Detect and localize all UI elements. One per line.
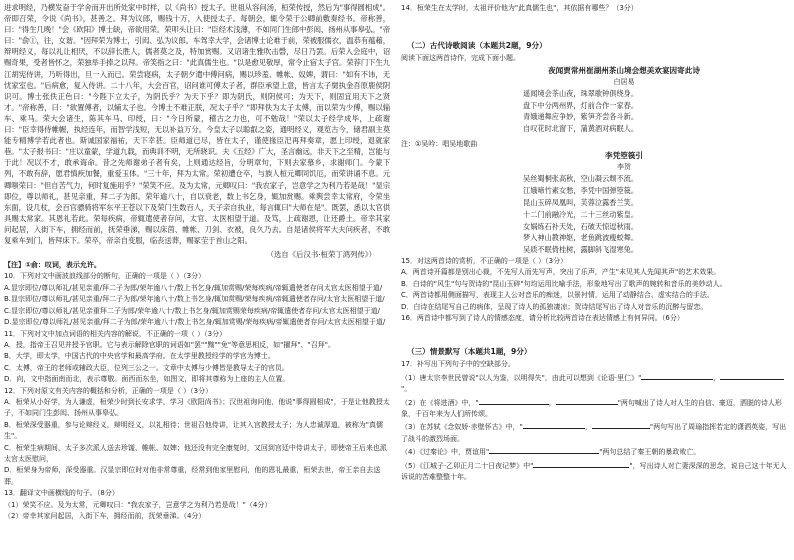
q17-item-text: "。 [401, 385, 412, 394]
q17-item-text: （4）《过秦论》中，贾谊用" [401, 448, 490, 457]
poem2-line: 昆山玉碎凤凰叫，芙蓉泣露香兰笑。 [523, 198, 639, 207]
q13-item-1: （1）荣笑不应。及为太常，元卿叹曰："我农家子，岂意学之为利乃若是哉！"（4分） [4, 500, 272, 509]
poem2-line: 十二门前融冷光，二十三丝动紫皇。 [523, 209, 639, 219]
poem2-line: 梦入神山教神妪，老鱼跳波瘦蛟舞。 [523, 233, 639, 243]
poem1-title: 夜闻贾常州崔湖州茶山境会想美欢宴因寄此诗 [548, 65, 700, 75]
poem1-line: 自叹花时北窗下，蒲黄酒对病眠人。 [523, 124, 639, 134]
q15-option-a: A．两首诗开篇都是别出心裁，不先写人而先写声，突出了乐声，产生"未见其人先闻其声"的艺术效果。 [401, 268, 721, 277]
q11-stem: 11．下列对文中加点词语的相关内容的解说，不正确的一项（ ）（3分） [4, 329, 227, 338]
poem2-title: 李凭箜篌引 [605, 151, 643, 161]
q10-option-d: D.显宗即位/尊以师礼/甚见亲重/拜二子为郎/荣年逾八十/数上书乞身/辄加赏赐/荣每疾病/帝辄遣使者存问/太官太医相望于道/ [4, 318, 386, 327]
q17-item-2 [401, 396, 787, 421]
q12-option-c: C．桓荣生病期间，太子多次派人送去珍馐、帷帐、奴婢；他还没有完全康复时，又回到宫廷中侍讲太子，即使帝王后来也派太官太医慰问， [4, 443, 387, 463]
poem2-line: 江娥啼竹素女愁，李凭中国弹箜篌。 [523, 186, 639, 196]
right-column [401, 0, 787, 483]
q11-option-b: B．大学，即太学，中国古代的中央官学和最高学府。在太学里教授经学的学官为博士。 [4, 352, 275, 361]
classical-passage [4, 0, 390, 246]
answer-blank[interactable] [489, 445, 599, 454]
q10-option-c: C.显宗即位/尊以师礼/甚见亲重拜二子为郎/荣年逾八十/数上书乞身/辄加赏赐荣每疾病/帝辄遣使者存问/太官太医相望于道/ [4, 306, 380, 315]
poem2-line: 吴质不眠倚桂树，露脚斜飞湿寒兔。 [523, 245, 639, 255]
q14-stem: 14．桓荣生在太学时，太祖评价他为"此真儒生也"，其依据有哪些？（3分） [401, 4, 638, 12]
q17-item-text: ， [713, 373, 721, 382]
q12-option-d: D．桓荣身为帝师，深受器重。汉显宗即位时对他非常尊重，经常到他家里慰问，他的恩礼最重，桓荣去世，帝王亲自去送葬。 [4, 466, 381, 486]
q17-item-4 [401, 445, 787, 458]
answer-blank[interactable] [523, 420, 585, 429]
q13-item-2: （2）帝幸其家问起居，入街下车，拥经而前，抚荣垂涕。（4分） [4, 512, 206, 520]
q12-stem: 12．下列对原文有关内容的概括和分析，正确的一项是（ ）（3分） [4, 386, 213, 395]
q17-item-text: "，写出诗人对亡妻深深的思念，说自己这十年无人诉说的苦难整整十年。 [401, 461, 787, 482]
q17-item-text: ， [584, 423, 592, 432]
q17-item-3 [401, 420, 787, 445]
q13-stem: 13．翻译文中画横线的句子。（8分） [4, 489, 119, 498]
poem1-line: 遥闻境会茶山夜，珠翠歌钟俱绕身。 [523, 88, 639, 98]
poem2-line: 女娲炼石补天处，石破天惊逗秋雨。 [523, 221, 639, 231]
section3-title: （三）情景默写（本题共1题，9分） [407, 347, 532, 357]
poem-note: 注：①吴吟：唱吴地歌曲 [401, 140, 478, 148]
poem1-line: 青娥递舞应争妙，紫笋齐尝各斗新。 [523, 112, 639, 122]
poem2-author: 李贺 [617, 163, 631, 172]
q17-item-text: "两句总结了秦王朝的暴政败亡。 [599, 448, 701, 457]
passage-source: （选自《后汉书·桓荣丁鸿列传》） [266, 250, 376, 260]
q10-stem: 10．下列对文中画波浪线部分的断句，正确的一项是（ ）（3分） [4, 272, 206, 281]
q10-option-b: B.显宗即位/尊以师礼/甚见亲重/拜二子为郎/荣年逾八十/数上书乞身/辄加赏赐/荣每疾病/帝辄遣使者存问/太官太医相望于道/ [4, 295, 385, 304]
q11-option-a: A．授，指帝王召见并授予官职。它与表示解除官职的词语如"罢""黜""免"等意思相反，如"擢拜"、"召拜"。 [4, 340, 335, 349]
answer-blank[interactable] [556, 396, 618, 405]
q15-option-b: B．白诗的"风生"句与贺诗的"昆山玉碎"句均运用比喻手法，形象地写出了歌声的婉转和音乐的美妙动人。 [401, 279, 727, 288]
q17-item-5 [401, 459, 787, 484]
q17-item-text: （2）在《将进酒》中，" [401, 398, 479, 407]
q15-stem: 15．对这两首诗的赏析，不正确的一项是（ ）（3分） [401, 256, 568, 265]
q17-item-text: （3）在苏轼《念奴娇·赤壁怀古》中，" [401, 423, 523, 432]
q17-item-text: "两句喊出了诗人对人生的自信、豪迈，洒脱的诗人形象，千百年来为人们所传颂。 [401, 398, 782, 419]
q15-option-d: D．白诗在结尾写自己的病体，呈现了诗人的孤独凄凉；贺诗结尾写出了诗人对音乐的沉醉与留恋。 [401, 302, 708, 311]
q12-option-b: B．桓荣深受器重，参与论辩经义，辩明经义，以礼相待；世祖召他侍讲，让其入宫教授太子；为人忠诚厚道，被称为"真儒生"。 [4, 420, 384, 441]
q17-item-text: ， [548, 398, 556, 407]
answer-blank[interactable] [533, 459, 629, 468]
section2-intro: 阅读下面这两首诗作，完成下面小题。 [401, 54, 520, 63]
q17-item-text: "两句写出了周瑜指挥若定的潇洒英姿，写出了战斗的激烈场面。 [401, 423, 787, 443]
section2-title: （二）古代诗歌阅读（本题共2题，9分） [407, 41, 547, 51]
poem1-author: 白居易 [613, 77, 635, 86]
poem1-line: 盘下中分两州界，灯前合作一家春。 [523, 100, 639, 110]
left-column [4, 0, 390, 522]
q16-stem: 16．两首诗中都写到了诗人的情感态度，请分析比较两首诗在表达情感上有何异同。（6分） [401, 314, 684, 323]
q11-option-c: C．太傅，帝王的老师或辅政大臣，位列三公之一。文章中太傅与少傅皆是教导太子的官员。 [4, 363, 289, 372]
q15-option-c: C．两首诗都用侧面描写，表现主人公对音乐的痴迷，以景衬情，运用了动静结合、虚实结合的手法。 [401, 291, 714, 300]
q12-option-a: A．桓荣从小好学，为人谦虚，桓荣少时到长安求学，学习《欧阳尚书》；汉世祖询问他，他说"事得圆相成"，于是让他教授太子，不如同门生彭闳、扬州从事皋弘。 [4, 397, 390, 418]
answer-blank[interactable] [720, 371, 784, 380]
answer-blank[interactable] [479, 396, 549, 405]
q11-option-d: D．向，文中指面南而北，表示尊敬。面西而东坐，如图文，即将其尊称为上座的主人位置。 [4, 375, 290, 384]
passage-paragraph: 进求明经，乃横发奋于学舍而开出所处家中时样，以《尚书》授太子。世祖从容问汤，桓荣传授，然后为"事得圆相成"。帝即召荣，令说《尚书》，甚善之。拜为议郎，赐钱十万，入使授太子。每朝会，辄令荣于公卿前敷奏经书。帝称善，曰："得生几晚！"会《欧阳》博士缺，帝欲用荣。荣叩头让曰："臣经术浅薄，不如同门生郎中彭闳、扬州从事皋弘。"帝曰："俞①，往，女谐。"因拜荣为博士，引闳、弘为议郎。车驾幸大学，会诸博士论难于前，荣被服儒衣，温恭有蕴藉，辩明经义，每以礼让相厌，不以辞长胜人，儒者莫之及，特加赏赐。又诏诸生雅吹击磬，尽日乃罢。后荣入会庭中，诏赐奇果，受者皆怀之，荣独举手捧之以拜。帝笑指之曰："此真儒生也。"以是愈见敬厚，常令止宿太子宫。荣荐门下生九江胡宪侍讲，乃听得出，旦一入而已。荣尝寝病，太子朝夕遣中傅问病，赐以珍羞、帷帐、奴婢，谓曰："如有不讳，无忧家室也。"后病愈，复入侍讲。二十八年，大会百官，诏问谁可傅太子者，群臣承望上意，皆言太子舅执金吾原鹿侯阴识可。博士张佚正色曰："今陛下立太子，为阴氏乎？为天下乎？即为阴氏，则阴侯可；为天下，则固宜用天下之贤才。"帝称善，曰："欲置傅者，以辅太子也。今博士不难正朕，况太子乎？"即拜佚为太子太傅，而以荣为少傅，赐以辎车、乘马。荣大会诸生，陈其车马、印绶，曰："今日所蒙，稽古之力也，可不勉哉！"荣以太子经学成毕，上疏谢曰："臣幸得侍帷幄，执经连年，而智学浅短，无以补益万分。今皇太子以聪叡之姿，通明经义，观览古今，储君副主莫能专精博学若此者也。斯诚国家福祐，天下幸甚。臣师道已尽，皆在太子，谨使掾臣汜再拜奏章，愿上印绶，退就家巷。"太子报书曰："庄以童蒙，学道九载，而典训不明，无所晓识。夫《五经》广大，圣言幽远，非天下之至精，岂能与于此！况以不才，敢承诲命。昔之先师谢弟子者有矣，上则通达经旨，分明章句，下则去家慕乡，求谢师门。今蒙下列，不敢有辞，愿君慎疾加餐，重爱玉体。"三十年，拜为太常。荣初遭仓卒，与族人桓元卿同饥厄，而荣讲诵不息。元卿嗤荣曰："但自苦气力，何时复施用乎？"荣笑不应。及为太常，元卿叹曰："我农家子，岂意学之为利乃若是哉！"显宗即位，尊以师礼，甚见亲重，拜二子为郎。荣年逾八十，自以衰老，数上书乞身，辄加赏赐。乘舆尝幸太常府，令荣坐东面，设几杖，会百官骠骑将军东平王苍以下及荣门生数百人，天子亲自执业，每言辄曰"大师在是"。既罢，悉以太官供具赐太常家。其恩礼若此。荣每疾病，帝辄遣使者存问，太官、太医相望于道。及笃，上疏谢恩，让还爵土。帝幸其家问起居，入街下车，拥经而前，抚荣垂涕，赐以床茵、帷帐、刀剑、衣被，良久乃去。自是诸侯将军大夫问疾者，不敢复乘车到门，皆拜床下。荣卒，帝亲自变服，临丧送葬，赐冢茔于首山之阳。 [4, 3, 390, 245]
q17-stem: 17．补写出下列句子中的空缺部分。 [401, 360, 515, 369]
q17-item-text: （5）《江城子·乙卯正月二十日夜记梦》中" [401, 461, 534, 470]
answer-blank[interactable] [592, 420, 650, 429]
passage-note: 【注】①俞：叹词，表示允许。 [4, 261, 101, 270]
q17-item-1 [401, 371, 787, 396]
poem2-line: 吴丝蜀桐张高秋，空山凝云颓不流。 [523, 174, 639, 184]
q17-item-text: （1）唐太宗李世民曾说"以人为鉴，以明得失"，由此可以想到《论语·里仁》" [401, 373, 642, 382]
q10-option-a: A.显宗即位/尊以师礼/甚见亲重/拜二子为郎/荣年逾八十/数上书乞身/辄加赏赐/荣每疾病/帝辄遣使者存问太官太医相望于道/ [4, 283, 383, 292]
answer-blank[interactable] [641, 371, 713, 380]
